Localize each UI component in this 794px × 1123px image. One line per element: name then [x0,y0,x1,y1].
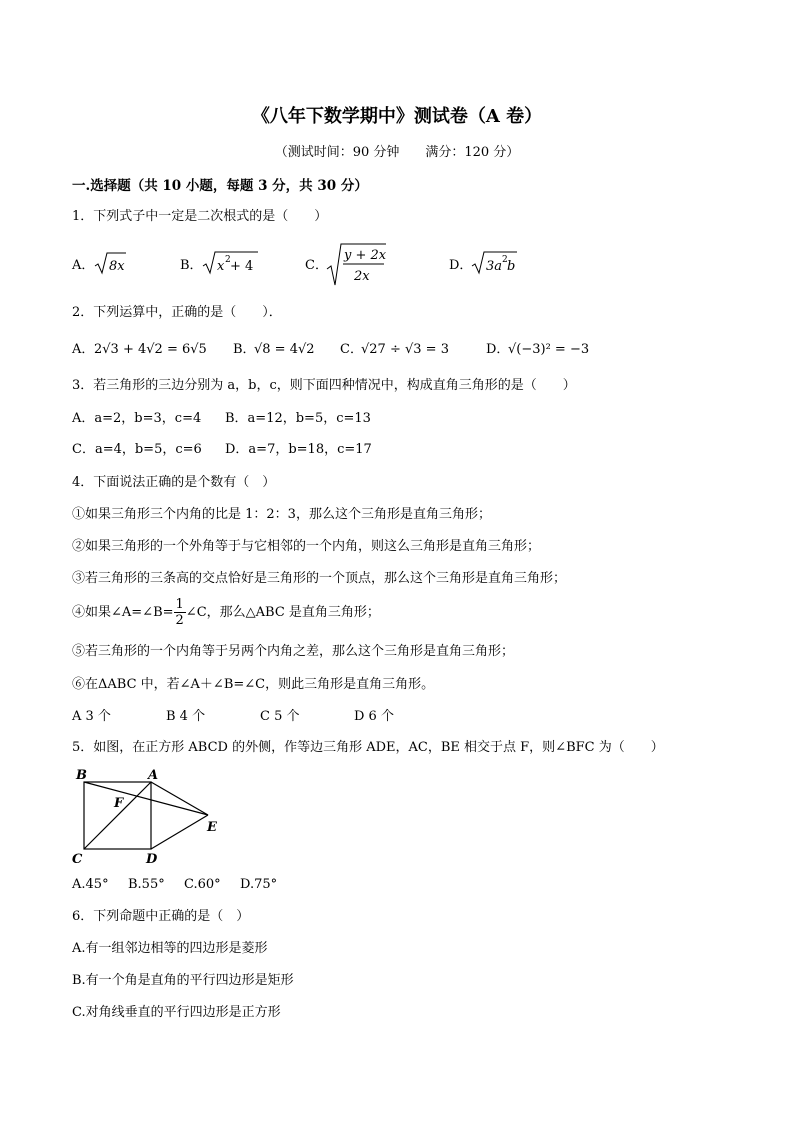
side-ae [151,782,208,815]
q2-option-b-label: B． [233,342,256,357]
q2-option-a-expression: 2√3 + 4√2 = 6√5 [94,342,207,357]
q1-option-d-label: D． [449,258,473,273]
q1-option-c-label: C． [305,258,328,273]
q6-option-b: B.有一个角是直角的平行四边形是矩形 [72,973,294,988]
q4-option-a: A 3 个 [72,709,111,724]
q4-statement-4 [72,597,380,631]
page-subtitle: （测试时间：90 分钟 满分：120 分） [274,145,520,160]
q2-option-a-label: A． [72,342,95,357]
q5-option-a: A.45° [72,877,109,892]
q3-option-a: A．a=2，b=3，c=4 [72,411,202,426]
diagonal-ac [84,782,151,849]
q4-option-d: D 6 个 [354,709,394,724]
q6-option-c: C.对角线垂直的平行四边形是正方形 [72,1005,281,1020]
q4-s4-fraction [174,597,186,628]
question-5-stem: 5．如图，在正方形 ABCD 的外侧，作等边三角形 ADE，AC，BE 相交于点 F，则∠BFC 为（ ） [72,740,664,755]
label-c: C [72,852,83,867]
label-b: B [76,768,87,783]
q2-option-c-label: C． [340,342,363,357]
section-heading: 一.选择题（共 10 小题，每题 3 分，共 30 分） [72,178,368,194]
label-d: D [146,852,158,867]
q4-statement-3: ③若三角形的三条高的交点恰好是三角形的一个顶点，那么这个三角形是直角三角形； [72,571,567,586]
q1-d-post: b [507,259,516,274]
q1-a-radicand: 8x [109,259,125,274]
question-2-stem: 2．下列运算中，正确的是（ ）． [72,305,282,320]
side-de [151,815,208,849]
label-e: E [207,820,217,835]
q4-s4-suffix: ∠C，那么△ABC 是直角三角形； [185,605,380,620]
question-1-stem: 1．下列式子中一定是二次根式的是（ ） [72,209,328,224]
q1-c-numerator: y + 2x [344,248,387,263]
q2-option-d-label: D． [486,342,510,357]
q5-option-d: D.75° [240,877,278,892]
q1-d-exponent: 2 [502,255,508,265]
q4-s4-numerator: 1 [175,597,184,612]
q4-s4-denominator: 2 [175,613,184,628]
page-title: 《八年下数学期中》测试卷（A 卷） [251,106,543,127]
question-6-stem: 6．下列命题中正确的是（ ） [72,909,250,924]
q1-option-d-expression [470,249,518,276]
question-4-stem: 4．下面说法正确的是个数有（ ） [72,475,276,490]
q4-option-c: C 5 个 [260,709,300,724]
q1-b-exponent: 2 [225,255,231,265]
q4-statement-6: ⑥在ΔABC 中，若∠A＋∠B=∠C，则此三角形是直角三角形。 [72,677,435,692]
q4-statement-2: ②如果三角形的一个外角等于与它相邻的一个内角，则这么三角形是直角三角形； [72,539,541,554]
q5-geometry-figure [70,764,230,868]
q4-statement-1: ①如果三角形三个内角的比是 1：2：3，那么这个三角形是直角三角形； [72,507,491,522]
q2-option-b-expression: √8 = 4√2 [254,342,315,357]
q6-option-a: A.有一组邻边相等的四边形是菱形 [72,941,268,956]
label-a: A [148,768,159,783]
q4-statement-5: ⑤若三角形的一个内角等于另两个内角之差，那么这个三角形是直角三角形； [72,644,515,659]
q2-option-d-expression: √(−3)² = −3 [508,342,590,357]
q1-c-denominator: 2x [354,269,370,284]
q2-option-c-expression: √27 ÷ √3 = 3 [361,342,449,357]
q1-b-tail: + 4 [230,259,254,274]
q4-option-b: B 4 个 [166,709,206,724]
q3-option-c: C．a=4，b=5，c=6 [72,442,202,457]
label-f: F [114,796,124,811]
q5-option-b: B.55° [128,877,165,892]
q1-option-a-expression [93,250,127,276]
q5-option-c: C.60° [184,877,221,892]
q1-option-b-label: B． [180,258,203,273]
q1-option-b-expression [201,249,259,276]
q1-option-c-expression [325,241,387,287]
q3-option-d: D．a=7，b=18，c=17 [225,442,372,457]
q1-option-a-label: A． [72,258,95,273]
question-3-stem: 3．若三角形的三边分别为 a，b，c，则下面四种情况中，构成直角三角形的是（ ） [72,378,576,393]
q4-s4-prefix: ④如果∠A=∠B= [72,605,174,620]
q3-option-b: B．a=12，b=5，c=13 [225,411,371,426]
q1-b-base: x [217,259,225,274]
q1-d-base: 3a [486,259,503,274]
